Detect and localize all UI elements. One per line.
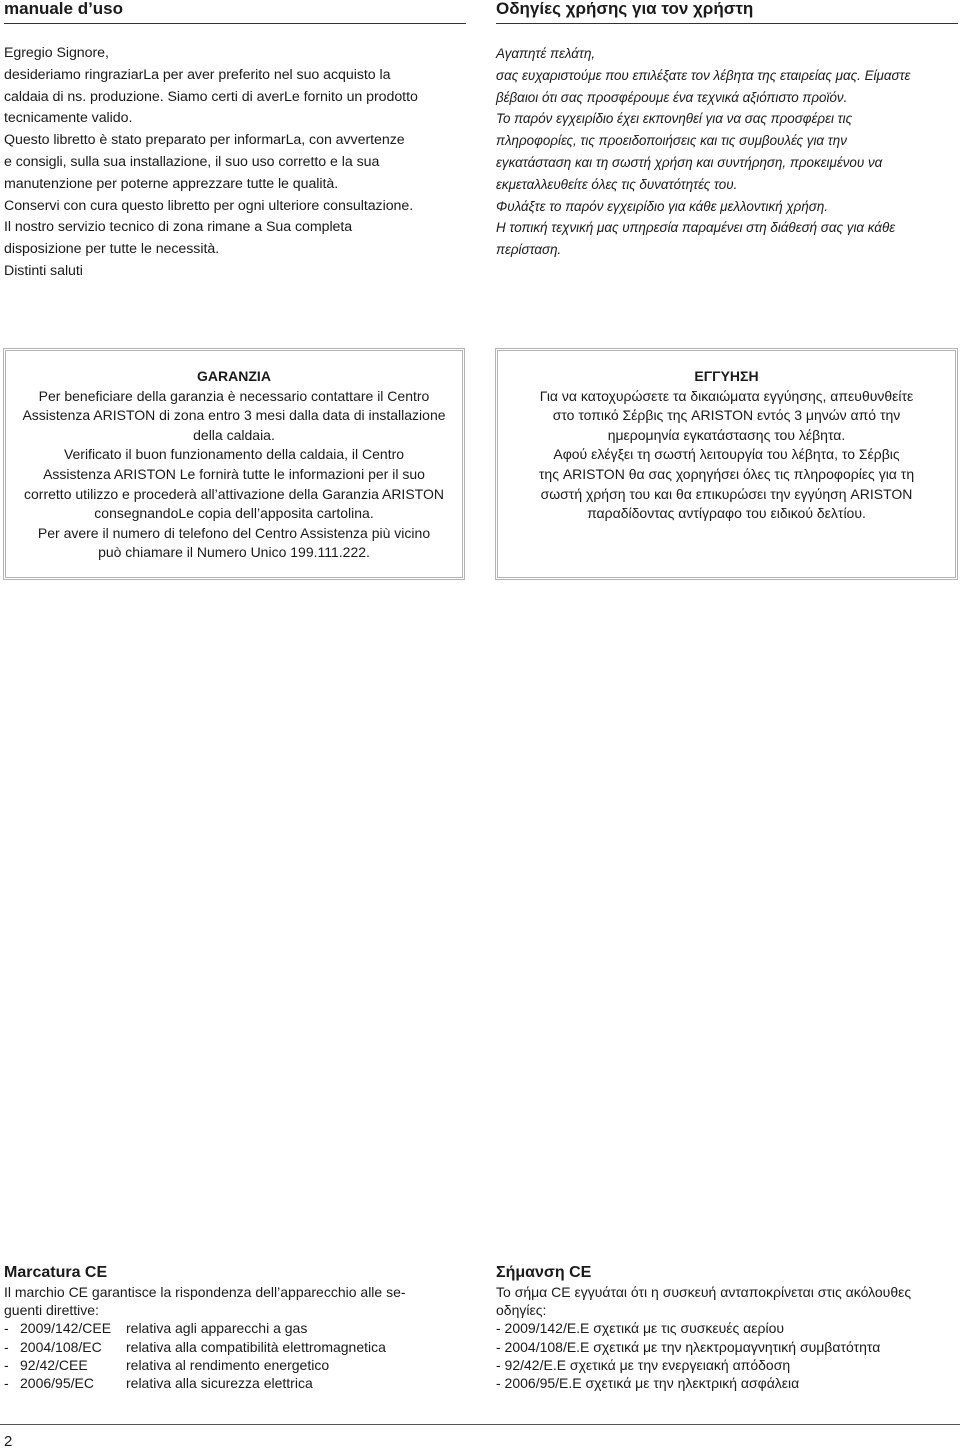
warranty-box-greek <box>495 348 958 580</box>
directive-code: 2004/108/EC <box>20 1338 102 1355</box>
warranty-title-italian: GARANZIA <box>197 368 271 384</box>
footer-divider <box>0 1424 960 1425</box>
warranty-box-italian <box>3 348 465 580</box>
intro-line: Φυλάξτε το παρόν εγχειρίδιο για κάθε μελλοντική χρήση. <box>496 198 829 214</box>
warranty-line: Per avere il numero di telefono del Centro Assistenza più vicino <box>37 524 431 541</box>
header-title-italian: manuale d’uso <box>4 0 124 18</box>
warranty-line: σωστή χρήση του και θα επικυρώσει την εγγύηση ARISTON <box>540 485 913 502</box>
warranty-line: στο τοπικό Σέρβις της ARISTON εντός 3 μηνών από την <box>552 407 901 424</box>
intro-line: εκμεταλλευθείτε όλες τις δυνατότητές του. <box>496 176 738 192</box>
directive-item: - 2006/95/Ε.Ε σχετικά με την ηλεκτρική ασφάλεια <box>496 1375 800 1392</box>
directive-item: - 92/42/Ε.Ε σχετικά με την ενεργειακή απόδοση <box>496 1356 791 1373</box>
intro-line: disposizione per tutte le necessità. <box>4 241 220 258</box>
ce-intro-line: guenti direttive: <box>4 1302 99 1319</box>
warranty-line: Για να κατοχυρώσετε τα δικαιώματα εγγύησης, απευθυνθείτε <box>539 387 914 404</box>
intro-line: εγκατάσταση και τη σωστή χρήση και συντήρηση, προκειμένου να <box>496 154 883 170</box>
intro-line: πληροφορίες, τις προειδοποιήσεις και τις συμβουλές για την <box>496 133 847 149</box>
directive-dash: - <box>4 1320 9 1337</box>
ce-intro-line: Il marchio CE garantisce la rispondenza dell’apparecchio alle se- <box>4 1284 406 1300</box>
ce-title-greek: Σήμανση CE <box>496 1264 592 1281</box>
directive-table <box>4 1319 386 1392</box>
ce-section-greek <box>496 1263 958 1392</box>
intro-line: manutenzione per poterne apprezzare tutte le qualità. <box>4 175 339 192</box>
intro-greek <box>496 43 958 261</box>
directive-code: 2006/95/EC <box>20 1375 94 1392</box>
directive-dash: - <box>4 1338 9 1355</box>
warranty-line: della caldaia. <box>193 426 275 443</box>
intro-line: Η τοπική τεχνική μας υπηρεσία παραμένει στη διάθεσή σας για κάθε <box>496 220 896 236</box>
warranty-line: Verificato il buon funzionamento della caldaia, il Centro <box>63 446 405 463</box>
directive-description: relativa agli apparecchi a gas <box>126 1320 308 1337</box>
intro-line: e consigli, sulla sua installazione, il suo uso corretto e la sua <box>4 153 380 170</box>
warranty-line: Αφού ελέγξει τη σωστή λειτουργία του λέβητα, το Σέρβις <box>553 446 900 463</box>
warranty-line: της ARISTON θα σας χορηγήσει όλες τις πληροφορίες για τη <box>538 465 915 482</box>
ce-section-italian <box>4 1263 466 1392</box>
warranty-line: consegnandoLe copia dell’apposita cartolina. <box>94 505 374 522</box>
intro-italian <box>4 43 466 283</box>
intro-line: Questo libretto è stato preparato per informarLa, con avvertenze <box>4 132 405 149</box>
section-header-italian <box>4 0 466 24</box>
intro-line: σας ευχαριστούμε που επιλέξατε τον λέβητα της εταιρείας μας. Είμαστε <box>496 67 911 83</box>
ce-title-italian: Marcatura CE <box>4 1264 108 1281</box>
warranty-line: Per beneficiare della garanzia è necessario contattare il Centro <box>38 387 430 404</box>
header-title-greek: Οδηγίες χρήσης για τον χρήστη <box>496 0 754 18</box>
directive-row <box>4 1374 386 1392</box>
directive-dash: - <box>4 1375 9 1392</box>
directive-dash: - <box>4 1356 9 1373</box>
directive-code: 92/42/CEE <box>20 1356 88 1373</box>
section-header-greek <box>496 0 958 24</box>
warranty-line: Assistenza ARISTON di zona entro 3 mesi dalla data di installazione <box>22 407 446 424</box>
intro-line: Egregio Signore, <box>4 45 109 61</box>
ce-intro-line: οδηγίες: <box>496 1302 547 1319</box>
directive-description: relativa alla sicurezza elettrica <box>126 1375 313 1392</box>
intro-line: desideriamo ringraziarLa per aver preferito nel suo acquisto la <box>4 66 391 83</box>
warranty-line: Assistenza ARISTON Le fornirà tutte le informazioni per il suo <box>43 465 425 482</box>
directive-row <box>4 1338 386 1356</box>
directive-item: - 2004/108/Ε.Ε σχετικά με την ηλεκτρομαγνητική συμβατότητα <box>496 1338 881 1355</box>
warranty-line: può chiamare il Numero Unico 199.111.222. <box>98 544 370 561</box>
ce-intro-line: Το σήμα CE εγγυάται ότι η συσκευή ανταποκρίνεται στις ακόλουθες <box>496 1284 912 1300</box>
intro-line: Distinti saluti <box>4 262 83 279</box>
directive-row <box>4 1356 386 1374</box>
intro-line: Αγαπητέ πελάτη, <box>496 46 596 61</box>
warranty-title-greek: ΕΓΓΥΗΣΗ <box>694 368 759 384</box>
directive-description: relativa al rendimento energetico <box>126 1356 330 1373</box>
directive-description: relativa alla compatibilità elettromagnetica <box>126 1338 386 1355</box>
directive-row <box>4 1319 386 1337</box>
directive-item: - 2009/142/Ε.Ε σχετικά με τις συσκευές αερίου <box>496 1320 785 1337</box>
intro-line: περίσταση. <box>496 242 562 258</box>
intro-line: tecnicamente valido. <box>4 110 133 127</box>
intro-line: caldaia di ns. produzione. Siamo certi di averLe fornito un prodotto <box>4 88 418 105</box>
intro-line: Il nostro servizio tecnico di zona rimane a Sua completa <box>4 219 353 236</box>
intro-line: Conservi con cura questo libretto per ogni ulteriore consultazione. <box>4 197 414 214</box>
warranty-line: ημερομηνία εγκατάστασης του λέβητα. <box>607 426 846 443</box>
intro-line: Το παρόν εγχειρίδιο έχει εκπονηθεί για να σας προσφέρει τις <box>496 111 853 127</box>
warranty-line: corretto utilizzo e procederà all’attivazione della Garanzia ARISTON <box>24 485 444 502</box>
page-number: 2 <box>4 1433 13 1450</box>
directive-code: 2009/142/CEE <box>20 1320 112 1337</box>
intro-line: βέβαιοι ότι σας προσφέρουμε ένα τεχνικά αξιόπιστο προϊόν. <box>496 89 848 105</box>
warranty-line: παραδίδοντας αντίγραφο του ειδικού δελτίου. <box>587 505 866 522</box>
